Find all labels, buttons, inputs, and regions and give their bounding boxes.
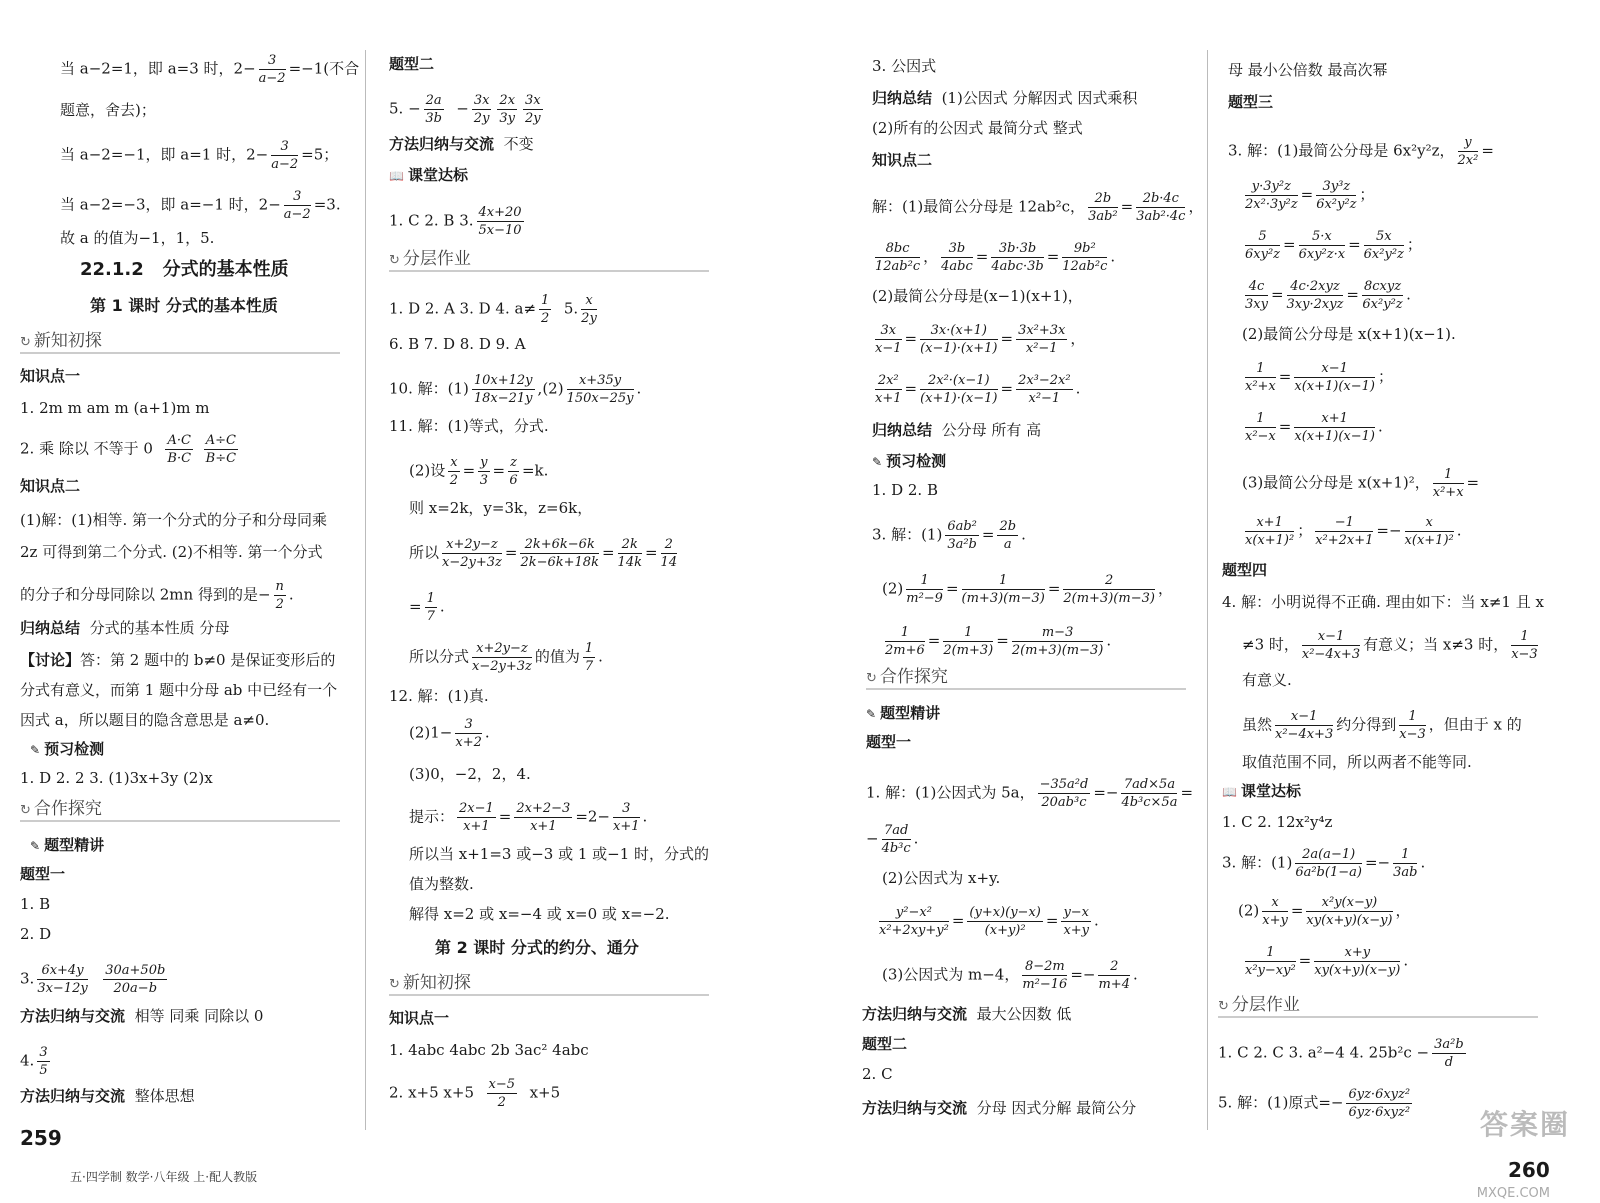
text-line: 5. − $\frac{2a}{3b}$ − $\frac{3x}{2y}$ $\frac{2x}{3y}$ $\frac{3x}{2y}$ — [389, 93, 541, 126]
text-line: 的分子和分母同除以 2mn 得到的是− $\frac{n}{2}$ . — [20, 579, 294, 612]
text-line: 1. D 2. B — [872, 481, 938, 499]
page-number: 259 — [20, 1126, 62, 1150]
section-banner: ↻ 分层作业 — [389, 244, 709, 272]
text-line: (2)所有的公因式 最简分式 整式 — [872, 119, 1083, 137]
text-line: 则 x=2k，y=3k，z=6k， — [409, 499, 593, 517]
arrow-icon: ↻ — [20, 803, 31, 818]
text-line: 虽然 $\frac{x-1}{\text{x²−4x+3}}$ 约分得到 $\frac{1}{x-3}$ ，但由于 x 的 — [1242, 709, 1522, 742]
text-line: 取值范围不同，所以两者不能等同. — [1242, 753, 1472, 771]
page-number: 260 — [1508, 1158, 1550, 1182]
text-line: 分式有意义，而第 1 题中分母 ab 中已经有一个 — [20, 681, 338, 699]
text-line: (3)0，−2，2，4. — [409, 765, 531, 783]
text-line: 12. 解：(1)真. — [389, 687, 489, 705]
subheading: 题型二 — [389, 55, 435, 73]
subsection-heading: ✎ 预习检测 — [30, 740, 105, 758]
text-line: 2z 可得到第二个分式. (2)不相等. 第一个分式 — [20, 543, 323, 561]
text-line: 11. 解：(1)等式，分式. — [389, 417, 549, 435]
text-line: 2. D — [20, 925, 52, 943]
text-line: (2) $\frac{1}{\text{m²−9}}$ = $\frac{1}{(m+3)(m-3)}$ = $\frac{2}{2(m+3)(m-3)}$ ， — [882, 573, 1173, 606]
text-line: 方法归纳与交流 分母 因式分解 最简公分 — [862, 1099, 1137, 1117]
watermark: 答案圈 — [1479, 1108, 1570, 1141]
text-line: 方法归纳与交流 整体思想 — [20, 1087, 195, 1105]
subsection-heading: 📖 课堂达标 — [389, 166, 468, 184]
section-banner: ↻ 合作探究 — [866, 662, 1186, 690]
text-line: $\frac{5}{\text{6xy²z}}$ = $\frac{5\cdot x}{\text{6xy²z·x}}$ = $\frac{5x}{\text{6x²y²z}}$ ； — [1245, 229, 1422, 262]
section-banner: ↻ 新知初探 — [389, 968, 709, 996]
pencil-icon: ✎ — [30, 839, 41, 853]
page-footer: 五·四学制 数学·八年级 上·配人教版 — [70, 1170, 258, 1184]
text-line: 1. C 2. C 3. a²−4 4. 25b²c − $\frac{\text{3a²b}}{d}$ — [1218, 1037, 1464, 1070]
text-line: 解得 x=2 或 x=−4 或 x=0 或 x=−2. — [409, 905, 670, 923]
watermark-url: MXQE.COM — [1476, 1186, 1550, 1201]
text-line: (2) $\frac{x}{x+y}$ = $\frac{\text{x²y(x−y)}}{xy(x+y)(x-y)}$ ， — [1238, 895, 1411, 928]
arrow-icon: ↻ — [389, 977, 400, 992]
subheading: 题型四 — [1222, 561, 1268, 579]
text-line: 有意义. — [1242, 671, 1292, 689]
text-line: 归纳总结 (1)公因式 分解因式 因式乘积 — [872, 89, 1138, 107]
text-line: 值为整数. — [409, 875, 474, 893]
text-line: 1. 4abc 4abc 2b 3ac² 4abc — [389, 1041, 589, 1059]
book-icon: 📖 — [1222, 785, 1237, 799]
text-line: (1)解：(1)相等. 第一个分式的分子和分母同乘 — [20, 511, 328, 529]
text-line: 解：(1)最简公分母是 12ab²c， $\frac{2b}{\text{3ab²}}$ = $\frac{2b\cdot 4c}{\text{3ab²·4c}}$ ， — [872, 191, 1204, 224]
text-line: 3. $\frac{6x+4y}{3x-12y}$ $\frac{30a+50b}{20a-b}$ — [20, 963, 166, 996]
pencil-icon: ✎ — [866, 707, 877, 721]
text-line: 4. 解：小明说得不正确. 理由如下：当 x≠1 且 x — [1222, 593, 1544, 611]
text-line: 3. 公因式 — [872, 57, 937, 75]
subheading: 题型二 — [862, 1035, 908, 1053]
text-line: $\frac{4c}{3xy}$ = $\frac{\text{4c·2xyz}}{\text{3xy·2xyz}}$ = $\frac{\text{8cxyz}}{\text{6x²y²z}}$ . — [1245, 279, 1411, 312]
arrow-icon: ↻ — [866, 671, 877, 686]
text-line: 【讨论】答：第 2 题中的 b≠0 是保证变形后的 — [20, 651, 336, 669]
text-line: 当 a−2=−3，即 a=−1 时，2− $\frac{3}{a-2}$ =3. — [60, 189, 341, 222]
text-line: 3. 解：(1) $\frac{\text{6ab²}}{\text{3a²b}}$ = $\frac{2b}{a}$ . — [872, 519, 1026, 552]
section-heading: 22.1.2 分式的基本性质 — [80, 259, 289, 280]
text-line: 所以分式 $\frac{x+2y-z}{x-2y+3z}$ 的值为 $\frac{1}{7}$ . — [409, 641, 603, 674]
text-line: 3. 解：(1)最简公分母是 6x²y²z， $\frac{y}{\text{2x²}}$ = — [1228, 135, 1494, 168]
text-line: 4. $\frac{3}{5}$ — [20, 1045, 48, 1078]
text-line: 3. 解：(1) $\frac{2a(a-1)}{\text{6a²b(1−a)}}$ =− $\frac{1}{3ab}$ . — [1222, 847, 1426, 880]
text-line: $\frac{1}{\text{x²y−xy²}}$ = $\frac{x+y}{xy(x+y)(x-y)}$ . — [1245, 945, 1409, 978]
text-line: 归纳总结 分式的基本性质 分母 — [20, 619, 230, 637]
subheading: 题型一 — [866, 733, 912, 751]
text-line: 当 a−2=−1，即 a=1 时，2− $\frac{3}{a-2}$ =5； — [60, 139, 339, 172]
text-line: $\frac{3x}{x-1}$ = $\frac{3x\cdot(x+1)}{(x-1)\cdot(x+1)}$ = $\frac{\text{3x²+3x}}{\text{x²−1}}$ ， — [875, 323, 1086, 356]
text-line: $\frac{1}{\text{x²−x}}$ = $\frac{x+1}{x(x+1)(x-1)}$ . — [1245, 411, 1383, 444]
text-line: 方法归纳与交流 相等 同乘 同除以 0 — [20, 1007, 264, 1025]
text-line: 故 a 的值为−1，1，5. — [60, 229, 215, 247]
text-line: $\frac{1}{\text{x²+x}}$ = $\frac{x-1}{x(x+1)(x-1)}$ ； — [1245, 361, 1393, 394]
column-divider — [1207, 50, 1208, 1130]
text-line: (2)最简公分母是 x(x+1)(x−1). — [1242, 325, 1456, 343]
text-line: 1. D 2. A 3. D 4. a≠ $\frac{1}{2}$ 5. $\frac{x}{2y}$ — [389, 293, 597, 326]
section-banner: ↻ 新知初探 — [20, 326, 340, 354]
text-line: 所以当 x+1=3 或−3 或 1 或−1 时，分式的 — [409, 845, 710, 863]
subheading: 题型三 — [1228, 93, 1274, 111]
text-line: 因式 a，所以题目的隐含意思是 a≠0. — [20, 711, 270, 729]
text-line: (3)公因式为 m−4， $\frac{8-2m}{\text{m²−16}}$ =− $\frac{2}{m+4}$ . — [882, 959, 1138, 992]
text-line: 10. 解：(1) $\frac{10x+12y}{18x-21y}$ ,(2) $\frac{x+35y}{150x-25y}$ . — [389, 373, 642, 406]
arrow-icon: ↻ — [1218, 999, 1229, 1014]
text-line: 1. 解：(1)公因式为 5a， $\frac{\text{−35a²d}}{\text{20ab³c}}$ =− $\frac{7ad\times 5a}{\text{4b³c×5a}}$ = — [866, 777, 1194, 810]
text-line: 2. 乘 除以 不等于 0 $\frac{A\cdot C}{B\cdot C}$ $\frac{A\div C}{B\div C}$ — [20, 433, 237, 466]
text-line: (3)最简公分母是 x(x+1)²， $\frac{1}{\text{x²+x}}$ = — [1242, 467, 1480, 500]
subsection-heading: ✎ 题型精讲 — [30, 836, 105, 854]
subheading: 知识点二 — [872, 151, 933, 169]
text-line: 提示： $\frac{2x-1}{x+1}$ = $\frac{2x+2-3}{x+1}$ =2− $\frac{3}{x+1}$ . — [409, 801, 648, 834]
text-line: 所以 $\frac{x+2y-z}{x-2y+3z}$ = $\frac{2k+6k-6k}{2k-6k+18k}$ = $\frac{2k}{14k}$ = $\frac{2}{14}$ — [409, 537, 678, 570]
section-banner: ↻ 分层作业 — [1218, 990, 1538, 1018]
text-line: (2)公因式为 x+y. — [882, 869, 1001, 887]
text-line: $\frac{8bc}{\text{12ab²c}}$ ， $\frac{3b}{\text{4abc}}$ = $\frac{3b\cdot 3b}{\text{4abc·3b}}$ = $\frac{\text{9b²}}{\text{12ab²c}}$ . — [875, 241, 1116, 274]
lesson-title: 第 2 课时 分式的约分、通分 — [435, 938, 639, 957]
text-line: $\frac{1}{2m+6}$ = $\frac{1}{2(m+3)}$ = $\frac{m-3}{2(m+3)(m-3)}$ . — [885, 625, 1112, 658]
text-line: 题意，舍去)； — [60, 101, 156, 119]
column-divider — [365, 50, 366, 1130]
subheading: 题型一 — [20, 865, 66, 883]
pencil-icon: ✎ — [872, 455, 883, 469]
text-line: $\frac{\text{y·3y²z}}{\text{2x²·3y²z}}$ = $\frac{\text{3y³z}}{\text{6x²y²z}}$ ； — [1245, 179, 1375, 212]
subsection-heading: 📖 课堂达标 — [1222, 782, 1301, 800]
subheading: 知识点二 — [20, 477, 81, 495]
text-line: − $\frac{7ad}{\text{4b³c}}$ . — [866, 823, 919, 856]
text-line: (2)设 $\frac{x}{2}$ = $\frac{y}{3}$ = $\frac{z}{6}$ =k. — [409, 455, 549, 488]
text-line: 6. B 7. D 8. D 9. A — [389, 335, 526, 353]
book-icon: 📖 — [389, 169, 404, 183]
text-line: 2. C — [862, 1065, 893, 1083]
text-line: $\frac{x+1}{\text{x(x+1)²}}$ ； $\frac{-1}{\text{x²+2x+1}}$ =− $\frac{x}{\text{x(x+1)²}}$ . — [1245, 515, 1462, 548]
arrow-icon: ↻ — [389, 253, 400, 268]
text-line: ≠3 时， $\frac{x-1}{\text{x²−4x+3}}$ 有意义；当 x≠3 时， $\frac{1}{x-3}$ — [1242, 629, 1538, 662]
text-line: (2)最简公分母是(x−1)(x+1)， — [872, 287, 1083, 305]
section-banner: ↻ 合作探究 — [20, 794, 340, 822]
text-line: 1. B — [20, 895, 51, 913]
text-line: 1. C 2. 12x²y⁴z — [1222, 813, 1333, 831]
text-line: $\frac{\text{2x²}}{x+1}$ = $\frac{\text{2x²·(x−1)}}{(x+1)\cdot(x-1)}$ = $\frac{\text{2x³−2x²}}{\text{x²−1}}$ . — [875, 373, 1081, 406]
text-line: 1. C 2. B 3. $\frac{4x+20}{5x-10}$ — [389, 205, 522, 238]
text-line: 1. D 2. 2 3. (1)3x+3y (2)x — [20, 769, 213, 787]
text-line: $\frac{\text{y²−x²}}{\text{x²+2xy+y²}}$ = $\frac{(y+x)(y-x)}{\text{(x+y)²}}$ = $\frac{y-x}{x+y}$ . — [879, 905, 1099, 938]
arrow-icon: ↻ — [20, 335, 31, 350]
subsection-heading: ✎ 预习检测 — [872, 452, 947, 470]
text-line: 归纳总结 公分母 所有 高 — [872, 421, 1042, 439]
text-line: 方法归纳与交流 不变 — [389, 135, 534, 153]
text-line: 2. x+5 x+5 $\frac{x-5}{2}$ x+5 — [389, 1077, 561, 1110]
subheading: 知识点一 — [20, 367, 81, 385]
text-line: 当 a−2=1，即 a=3 时，2− $\frac{3}{a-2}$ =−1(不合 — [60, 53, 360, 86]
text-line: 方法归纳与交流 最大公因数 低 — [862, 1005, 1072, 1023]
text-line: 1. 2m m am m (a+1)m m — [20, 399, 210, 417]
subsection-heading: ✎ 题型精讲 — [866, 704, 941, 722]
text-line: (2)1− $\frac{3}{x+2}$ . — [409, 717, 490, 750]
text-line: 5. 解：(1)原式=− $\frac{\text{6yz·6xyz²}}{\text{6yz·6xyz²}}$ — [1218, 1087, 1411, 1120]
text-line: 母 最小公倍数 最高次幂 — [1228, 61, 1388, 79]
subheading: 知识点一 — [389, 1009, 450, 1027]
pencil-icon: ✎ — [30, 743, 41, 757]
lesson-title: 第 1 课时 分式的基本性质 — [90, 296, 278, 315]
text-line: = $\frac{1}{7}$ . — [409, 591, 445, 624]
